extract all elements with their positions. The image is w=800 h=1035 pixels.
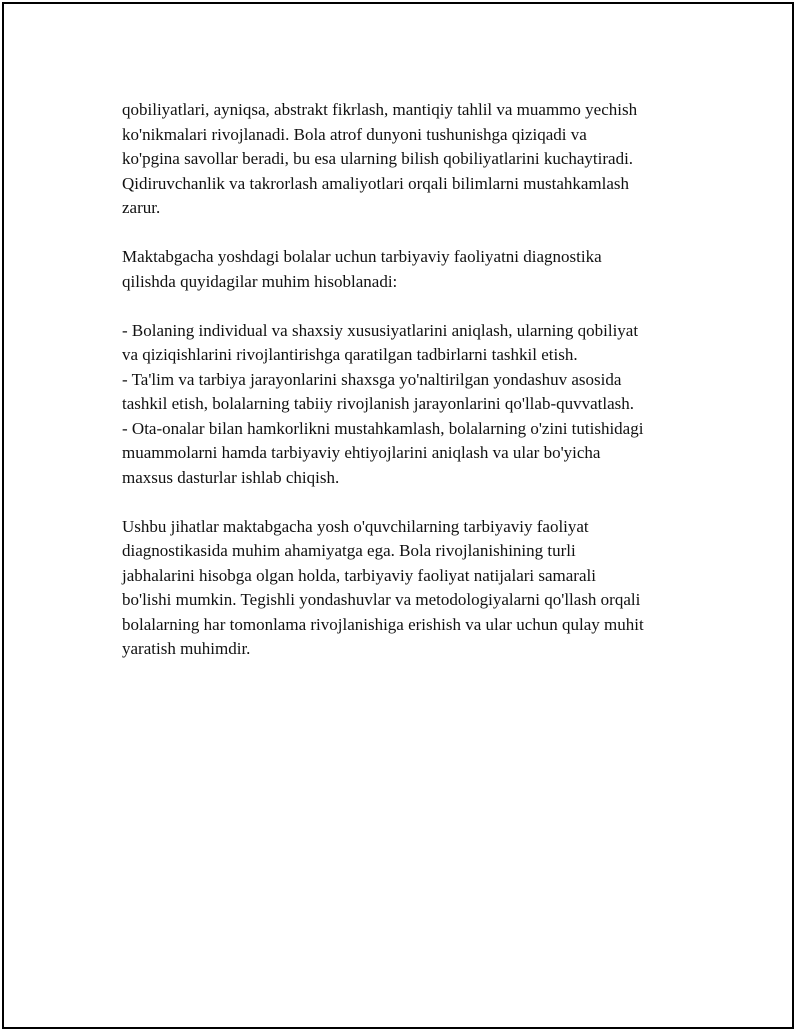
diagnostics-list: [122, 319, 702, 491]
list-item: - Ota-onalar bilan hamkorlikni mustahkamlash, bolalarning o'zini tutishidagi muammolarni hamda tarbiyaviy ehtiyojlarini aniqlash va ular bo'yicha maxsus dasturlar ishlab chiqish.: [122, 418, 644, 487]
document-page: [2, 2, 794, 1029]
paragraph-diagnostics-intro: Maktabgacha yoshdagi bolalar uchun tarbiyaviy faoliyatni diagnostika qilishda quyidagilar muhim hisoblanadi:: [122, 247, 602, 291]
document-body: [122, 98, 702, 686]
list-item: - Ta'lim va tarbiya jarayonlarini shaxsga yo'naltirilgan yondashuv asosida tashkil etish, bolalarning tabiiy rivojlanish jarayonlarini qo'llab-quvvatlash.: [122, 369, 635, 413]
paragraph-cognitive-development: qobiliyatlari, ayniqsa, abstrakt fikrlash, mantiqiy tahlil va muammo yechish ko'nikmalari rivojlanadi. Bola atrof dunyoni tushunishga qiziqadi va ko'pgina savollar beradi, bu esa ularning bilish qobiliyatlarini kuchaytiradi. Qidiruvchanlik va takrorlash amaliyotlari orqali bilimlarni mustahkamlash zarur.: [122, 100, 638, 217]
list-item: - Bolaning individual va shaxsiy xususiyatlarini aniqlash, ularning qobiliyat va qiziqishlarini rivojlantirishga qaratilgan tadbirlarni tashkil etish.: [122, 320, 639, 364]
paragraph-conclusion: Ushbu jihatlar maktabgacha yosh o'quvchilarning tarbiyaviy faoliyat diagnostikasida muhim ahamiyatga ega. Bola rivojlanishining turli jabhalarini hisobga olgan holda, tarbiyaviy faoliyat natijalari samarali bo'lishi mumkin. Tegishli yondashuvlar va metodologiyalarni qo'llash orqali bolalarning har tomonlama rivojlanishiga erishish va ular uchun qulay muhit yaratish muhimdir.: [122, 516, 644, 658]
